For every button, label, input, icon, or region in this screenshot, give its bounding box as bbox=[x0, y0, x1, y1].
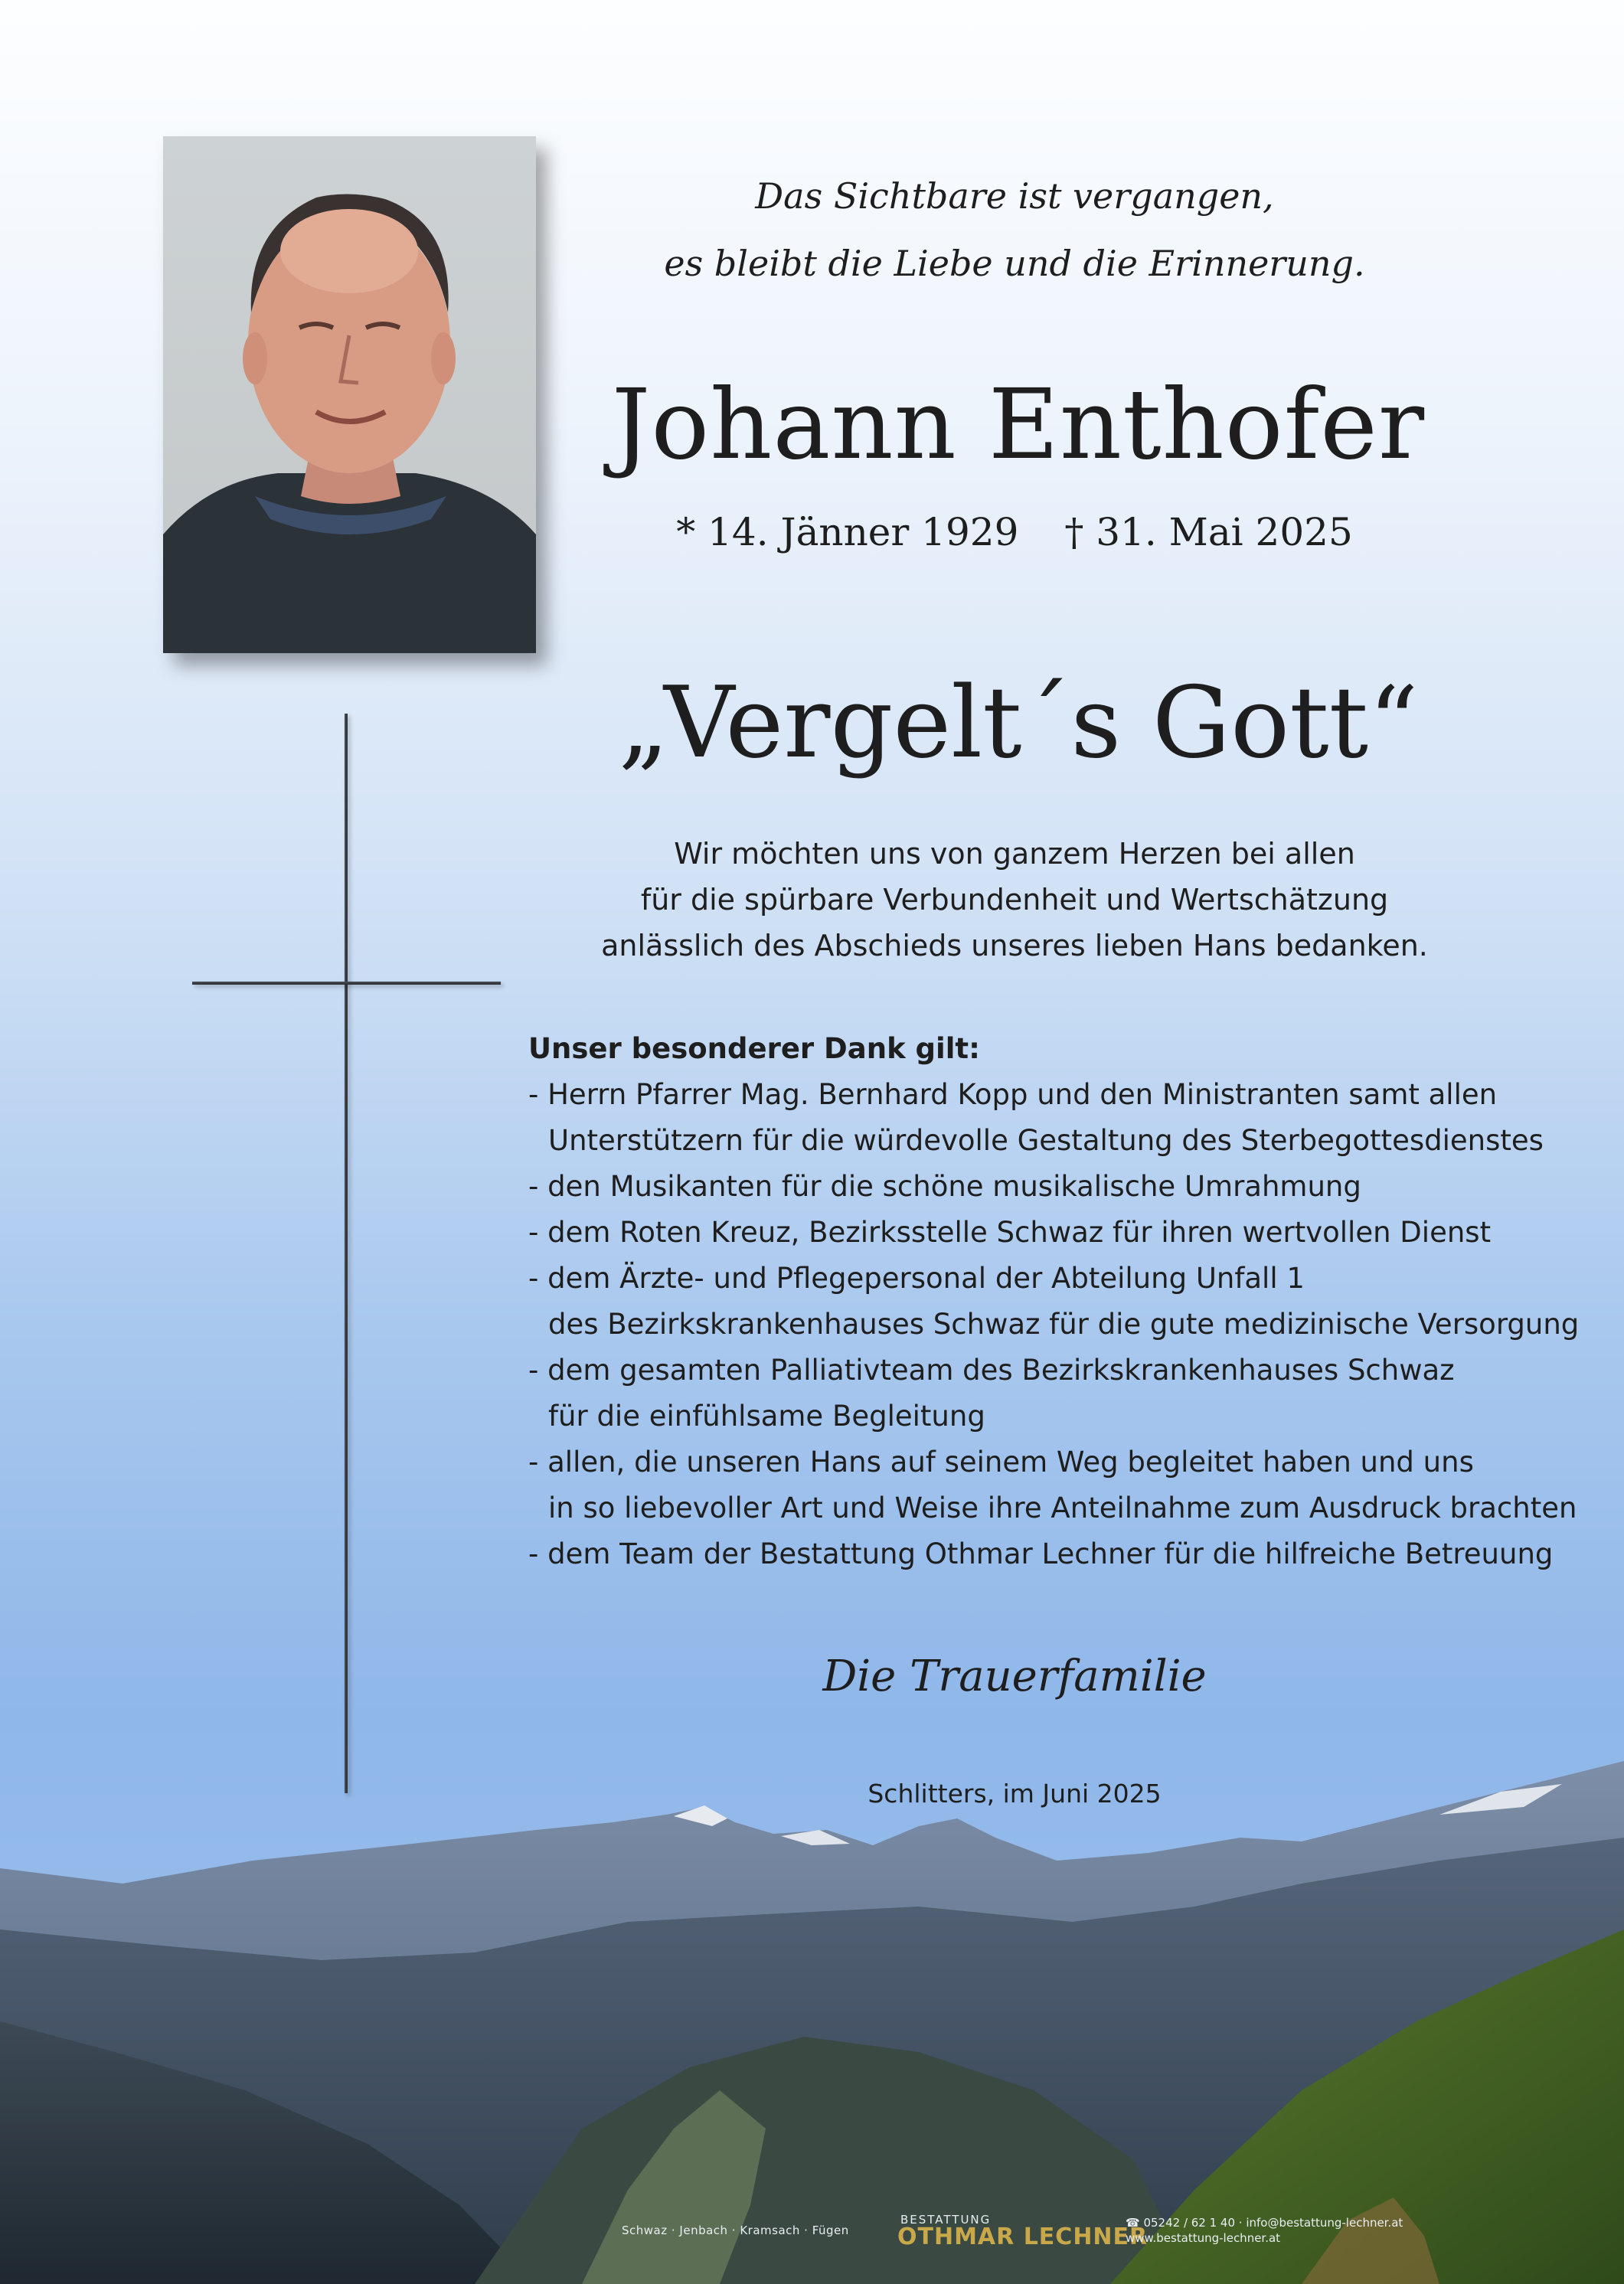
acknowledgement-line: - dem Ärzte- und Pflegepersonal der Abteilung Unfall 1 bbox=[528, 1262, 1305, 1295]
acknowledgement-line: - dem Roten Kreuz, Bezirksstelle Schwaz für ihren wertvollen Dienst bbox=[528, 1216, 1492, 1249]
acknowledgement-line: - Herrn Pfarrer Mag. Bernhard Kopp und den Ministranten samt allen bbox=[528, 1078, 1498, 1111]
portrait-photo bbox=[163, 136, 536, 653]
intro-line: Wir möchten uns von ganzem Herzen bei allen bbox=[674, 837, 1355, 871]
verse-line-1: Das Sichtbare ist vergangen, bbox=[755, 175, 1274, 217]
signature: Die Trauerfamilie bbox=[822, 1652, 1207, 1701]
acknowledgements bbox=[528, 1026, 1580, 1577]
place-date: Schlitters, im Juni 2025 bbox=[868, 1779, 1162, 1809]
birth-date: * 14. Jänner 1929 bbox=[676, 510, 1019, 554]
footer-contact: ☎ 05242 / 62 1 40 · info@bestattung-lechner.at bbox=[1126, 2216, 1403, 2230]
footer bbox=[0, 2213, 1624, 2251]
deceased-name: Johann Enthofer bbox=[611, 368, 1426, 481]
cross-horizontal-bar bbox=[192, 982, 501, 985]
footer-brand-top: BESTATTUNG bbox=[900, 2213, 992, 2227]
acknowledgement-line: - den Musikanten für die schöne musikalische Umrahmung bbox=[528, 1170, 1361, 1203]
mountain-landscape-image bbox=[0, 1730, 1624, 2284]
footer-brand-logo: OTHMAR LECHNER bbox=[897, 2224, 1149, 2250]
footer-website: www.bestattung-lechner.at bbox=[1126, 2231, 1281, 2245]
verse bbox=[582, 162, 1447, 297]
footer-towns: Schwaz · Jenbach · Kramsach · Fügen bbox=[622, 2224, 849, 2237]
acknowledgement-line: - dem Team der Bestattung Othmar Lechner für die hilfreiche Betreuung bbox=[528, 1537, 1554, 1570]
acknowledgement-line: - dem gesamten Palliativteam des Bezirkskrankenhauses Schwaz bbox=[528, 1354, 1455, 1387]
acknowledgements-heading: Unser besonderer Dank gilt: bbox=[528, 1032, 980, 1065]
acknowledgement-line: des Bezirkskrankenhauses Schwaz für die gute medizinische Versorgung bbox=[548, 1308, 1580, 1341]
verse-line-2: es bleibt die Liebe und die Erinnerung. bbox=[664, 243, 1365, 284]
life-dates bbox=[582, 505, 1447, 559]
acknowledgement-line: Unterstützern für die würdevolle Gestaltung des Sterbegottesdienstes bbox=[548, 1124, 1544, 1157]
intro-text bbox=[582, 831, 1447, 969]
acknowledgement-line: für die einfühlsame Begleitung bbox=[548, 1400, 985, 1433]
cross-vertical-bar bbox=[345, 714, 348, 1793]
intro-line: anlässlich des Abschieds unseres lieben Hans bedanken. bbox=[601, 929, 1428, 962]
thanks-title: „Vergelt´s Gott“ bbox=[618, 666, 1419, 780]
acknowledgement-line: - allen, die unseren Hans auf seinem Weg begleitet haben und uns bbox=[528, 1446, 1474, 1479]
intro-line: für die spürbare Verbundenheit und Wertschätzung bbox=[640, 883, 1389, 917]
acknowledgement-line: in so liebevoller Art und Weise ihre Anteilnahme zum Ausdruck brachten bbox=[548, 1492, 1577, 1524]
death-date: † 31. Mai 2025 bbox=[1064, 510, 1353, 554]
